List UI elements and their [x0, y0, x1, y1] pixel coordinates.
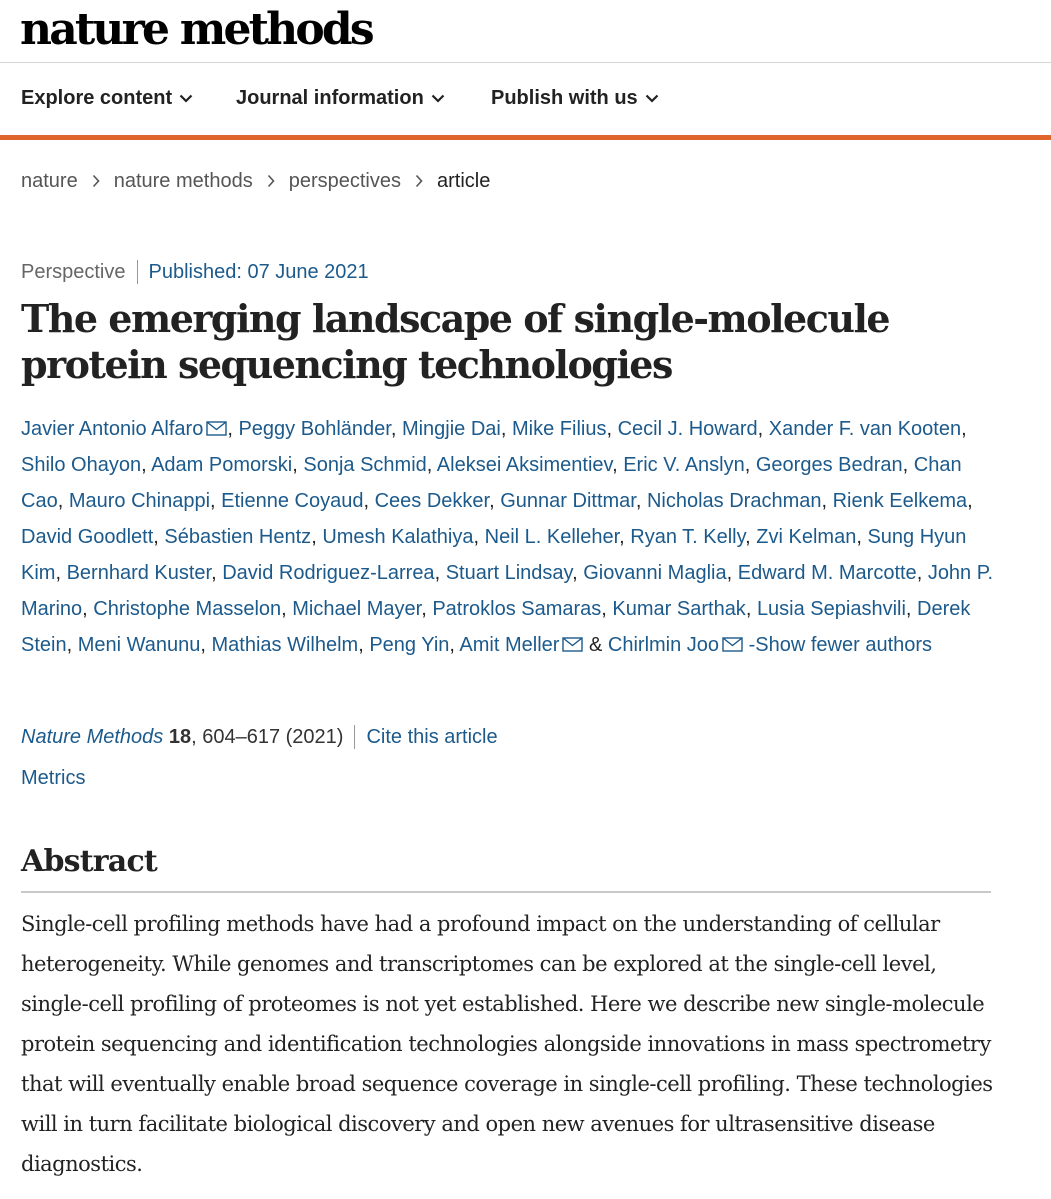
abstract-heading: Abstract — [21, 844, 157, 879]
author-link[interactable]: Christophe Masselon — [93, 598, 282, 620]
author-link[interactable]: David Goodlett — [21, 526, 154, 548]
breadcrumb-perspectives[interactable]: perspectives — [288, 169, 401, 192]
author-link[interactable]: David Rodriguez-Larrea — [222, 562, 435, 584]
cite-this-article-link[interactable]: Cite this article — [366, 725, 498, 748]
journal-name: Nature Methods — [21, 725, 164, 748]
breadcrumb — [21, 168, 490, 194]
author-link[interactable]: Mingjie Dai — [401, 418, 501, 440]
author-link[interactable]: Rienk Eelkema — [832, 490, 968, 512]
volume: 18 — [168, 725, 192, 748]
chevron-right-icon — [92, 174, 100, 188]
nav-label: Explore content — [21, 87, 173, 109]
divider — [354, 725, 355, 749]
author-link[interactable]: Cecil J. Howard — [617, 418, 758, 440]
author-link[interactable]: Zvi Kelman — [756, 526, 857, 548]
author-link[interactable]: Patroklos Samaras — [432, 598, 602, 620]
nav-label: Journal information — [236, 87, 424, 109]
author-link[interactable]: Mike Filius — [512, 418, 607, 440]
masthead — [0, 0, 1051, 63]
breadcrumb-nature-methods[interactable]: nature methods — [113, 169, 253, 192]
author-link[interactable]: Gunnar Dittmar — [500, 490, 636, 512]
author-link[interactable]: Mauro Chinappi — [68, 490, 211, 512]
author-link[interactable]: Georges Bedran — [755, 454, 903, 476]
author-link[interactable]: Chan Cao — [21, 454, 962, 512]
author-link[interactable]: Ryan T. Kelly — [630, 526, 746, 548]
nav-publish-with-us[interactable] — [491, 87, 659, 110]
abstract-text: Single-cell profiling methods have had a profound impact on the understanding of cellular heterogeneity. While genomes and transcriptomes can be explored at the single-cell level, single-cell profiling of proteomes is not yet established. Here we describe new single-molecule protein sequencing and identification technologies alongside innovations in mass spectrometry that will eventually enable broad sequence coverage in single-cell profiling. These technologies will in turn facilitate biological discovery and open new avenues for ultrasensitive disease diagnostics. — [21, 912, 993, 1176]
author-link[interactable]: Sonja Schmid — [303, 454, 427, 476]
pages-year: , 604–617 (2021) — [191, 725, 344, 748]
author-link[interactable]: Edward M. Marcotte — [737, 562, 917, 584]
author-link[interactable]: Amit Meller — [459, 634, 560, 656]
author-link[interactable]: Kumar Sarthak — [612, 598, 746, 620]
author-link[interactable]: Michael Mayer — [292, 598, 422, 620]
author-link[interactable]: Mathias Wilhelm — [211, 634, 359, 656]
nav-label: Publish with us — [491, 87, 638, 109]
abstract-divider — [21, 891, 991, 893]
author-link[interactable]: Derek Stein — [21, 598, 971, 656]
chevron-right-icon — [415, 174, 423, 188]
author-link[interactable]: Neil L. Kelleher — [484, 526, 620, 548]
mail-icon — [206, 421, 227, 436]
author-link[interactable]: Adam Pomorski — [151, 454, 293, 476]
divider — [137, 260, 138, 284]
author-ampersand: & — [589, 634, 608, 656]
author-link[interactable]: Aleksei Aksimentiev — [436, 454, 613, 476]
author-link[interactable]: Chirlmin Joo — [607, 634, 720, 656]
breadcrumb-nature[interactable]: nature — [21, 169, 78, 192]
author-link[interactable]: Sung Hyun Kim — [21, 526, 967, 584]
chevron-down-icon — [179, 94, 193, 103]
author-list: Javier Antonio Alfaro , Peggy Bohländer, Mingjie Dai, Mike Filius, Cecil J. Howard, Xander F. van Kooten, Shilo Ohayon, Adam Pomorski, Sonja Schmid, Aleksei Aksimentiev, Eric V. Anslyn, Georges Bedran, Chan Cao, Mauro Chinappi, Etienne Coyaud, Cees Dekker, Gunnar Dittmar, Nicholas Drachman, Rienk Eelkema, David Goodlett, Sébastien Hentz, Umesh Kalathiya, Neil L. Kelleher, Ryan T. Kelly, Zvi Kelman, Sung Hyun Kim, Bernhard Kuster, David Rodriguez-Larrea, Stuart Lindsay, Giovanni Maglia, Edward M. Marcotte, John P. Marino, Christophe Masselon, Michael Mayer, Patroklos Samaras, Kumar Sarthak, Lusia Sepiashvili, Derek Stein, Meni Wanunu, Mathias Wilhelm, Peng Yin, Amit Meller & Chirlmin Joo -Show fewer authors — [21, 418, 994, 656]
author-link[interactable]: Sébastien Hentz — [164, 526, 312, 548]
author-link[interactable]: Peng Yin — [369, 634, 450, 656]
article-type: Perspective — [21, 260, 126, 283]
author-link[interactable]: Giovanni Maglia — [583, 562, 727, 584]
nav-journal-information[interactable] — [236, 87, 445, 110]
author-link[interactable]: Cees Dekker — [374, 490, 490, 512]
author-link[interactable]: Bernhard Kuster — [66, 562, 212, 584]
article-title: The emerging landscape of single-molecule protein sequencing technologies — [21, 296, 890, 387]
author-link[interactable]: Nicholas Drachman — [646, 490, 822, 512]
article-meta — [21, 260, 369, 284]
author-link[interactable]: Umesh Kalathiya — [322, 526, 474, 548]
metrics-link[interactable]: Metrics — [21, 767, 86, 789]
main-nav — [0, 63, 1051, 140]
nav-explore-content[interactable] — [21, 87, 193, 110]
chevron-right-icon — [267, 174, 275, 188]
author-link[interactable]: Shilo Ohayon — [21, 454, 142, 476]
mail-icon — [562, 637, 583, 652]
author-link[interactable]: Peggy Bohländer — [238, 418, 391, 440]
chevron-down-icon — [431, 94, 445, 103]
published-date: Published: 07 June 2021 — [148, 260, 369, 283]
breadcrumb-article: article — [436, 169, 491, 192]
author-link[interactable]: Xander F. van Kooten — [768, 418, 962, 440]
author-link[interactable]: Lusia Sepiashvili — [756, 598, 906, 620]
author-link[interactable]: Javier Antonio Alfaro — [21, 418, 204, 440]
author-link[interactable]: Stuart Lindsay — [445, 562, 573, 584]
citation-line — [21, 725, 498, 749]
show-fewer-authors-link[interactable]: -Show fewer authors — [748, 634, 933, 656]
chevron-down-icon — [645, 94, 659, 103]
author-link[interactable]: Eric V. Anslyn — [623, 454, 745, 476]
author-link[interactable]: Etienne Coyaud — [221, 490, 364, 512]
author-link[interactable]: John P. Marino — [21, 562, 994, 620]
mail-icon — [722, 637, 743, 652]
author-link[interactable]: Meni Wanunu — [77, 634, 201, 656]
site-logo[interactable]: nature methods — [20, 4, 372, 55]
